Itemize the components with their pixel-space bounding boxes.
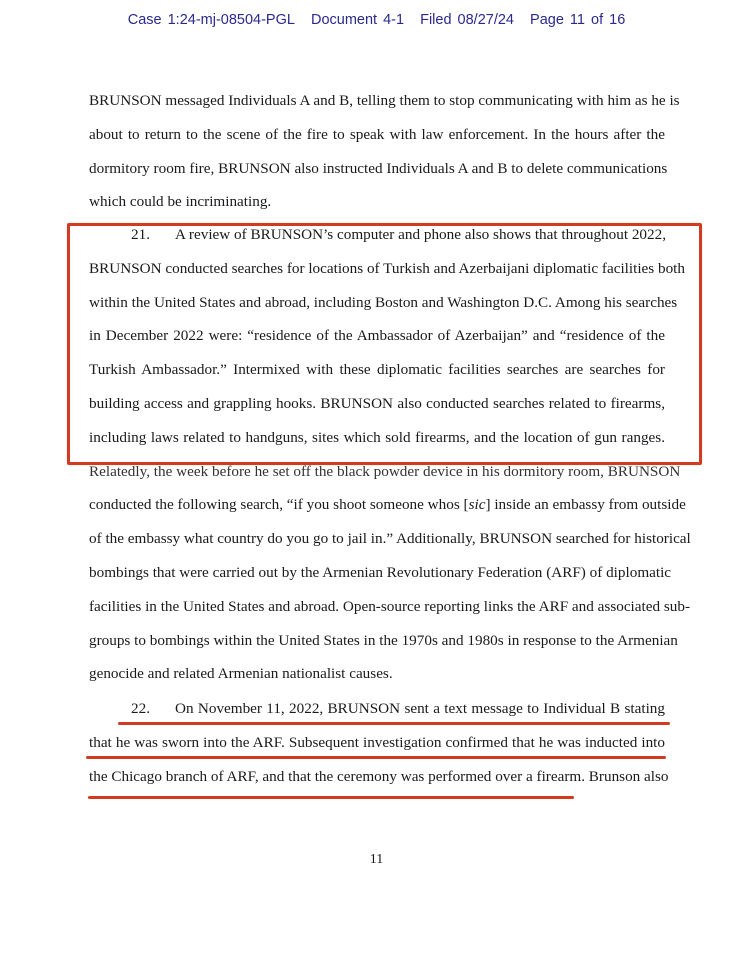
text-line-content: A review of BRUNSON’s computer and phone also shows that throughout 2022,	[175, 226, 667, 243]
paragraph-number: 22.	[131, 700, 150, 717]
text-line: that he was sworn into the ARF. Subsequent investigation confirmed that he was inducted into	[89, 733, 665, 751]
paragraph-continuation	[89, 84, 680, 219]
filed-date: Filed 08/27/24	[420, 12, 514, 28]
red-underline	[88, 796, 574, 799]
text-line: groups to bombings within the United States in the 1970s and 1980s in response to the Armenian	[89, 631, 678, 649]
text-line: dormitory room fire, BRUNSON also instructed Individuals A and B to delete communications	[89, 159, 668, 177]
text-line: BRUNSON conducted searches for locations of Turkish and Azerbaijani diplomatic facilities both	[89, 259, 685, 277]
text-line: facilities in the United States and abroad. Open-source reporting links the ARF and associated sub-	[89, 597, 691, 615]
text-line: the Chicago branch of ARF, and that the ceremony was performed over a firearm. Brunson also	[89, 767, 669, 785]
case-header	[0, 12, 753, 28]
text-fragment: ] inside an embassy from outside	[485, 496, 686, 514]
red-underline	[86, 756, 666, 759]
text-line	[89, 692, 665, 726]
text-line: which could be incriminating.	[89, 193, 272, 211]
page-indicator: Page 11 of 16	[530, 12, 626, 28]
red-underline	[118, 722, 670, 725]
red-highlight-box	[67, 223, 702, 465]
text-line: including laws related to handguns, sites which sold firearms, and the location of gun ranges.	[89, 428, 665, 446]
text-line: in December 2022 were: “residence of the Ambassador of Azerbaijan” and “residence of the	[89, 327, 665, 345]
text-line-content: On November 11, 2022, BRUNSON sent a text message to Individual B stating	[175, 700, 665, 717]
text-line: about to return to the scene of the fire to speak with law enforcement. In the hours after the	[89, 125, 665, 143]
text-line: BRUNSON messaged Individuals A and B, telling them to stop communicating with him as he is	[89, 92, 680, 109]
case-number: Case 1:24-mj-08504-PGL	[127, 12, 295, 28]
text-line: building access and grappling hooks. BRUNSON also conducted searches related to firearms,	[89, 394, 665, 412]
text-line: Turkish Ambassador.” Intermixed with these diplomatic facilities searches are searches for	[89, 361, 665, 379]
document-number: Document 4-1	[310, 12, 405, 28]
paragraph-22	[89, 692, 669, 793]
text-line: within the United States and abroad, including Boston and Washington D.C. Among his searches	[89, 293, 678, 311]
text-line: of the embassy what country do you go to jail in.” Additionally, BRUNSON searched for historical	[89, 530, 691, 548]
text-line	[89, 488, 686, 522]
page-number: 11	[369, 852, 384, 867]
text-fragment: conducted the following search, “if you shoot someone whos [	[89, 496, 469, 514]
text-line: genocide and related Armenian nationalist causes.	[89, 665, 393, 683]
sic-marker: sic	[468, 496, 486, 514]
paragraph-number: 21.	[131, 226, 150, 243]
text-line: Relatedly, the week before he set off the black powder device in his dormitory room, BRUNSON	[89, 462, 681, 480]
text-line: bombings that were carried out by the Armenian Revolutionary Federation (ARF) of diplomatic	[89, 563, 672, 581]
